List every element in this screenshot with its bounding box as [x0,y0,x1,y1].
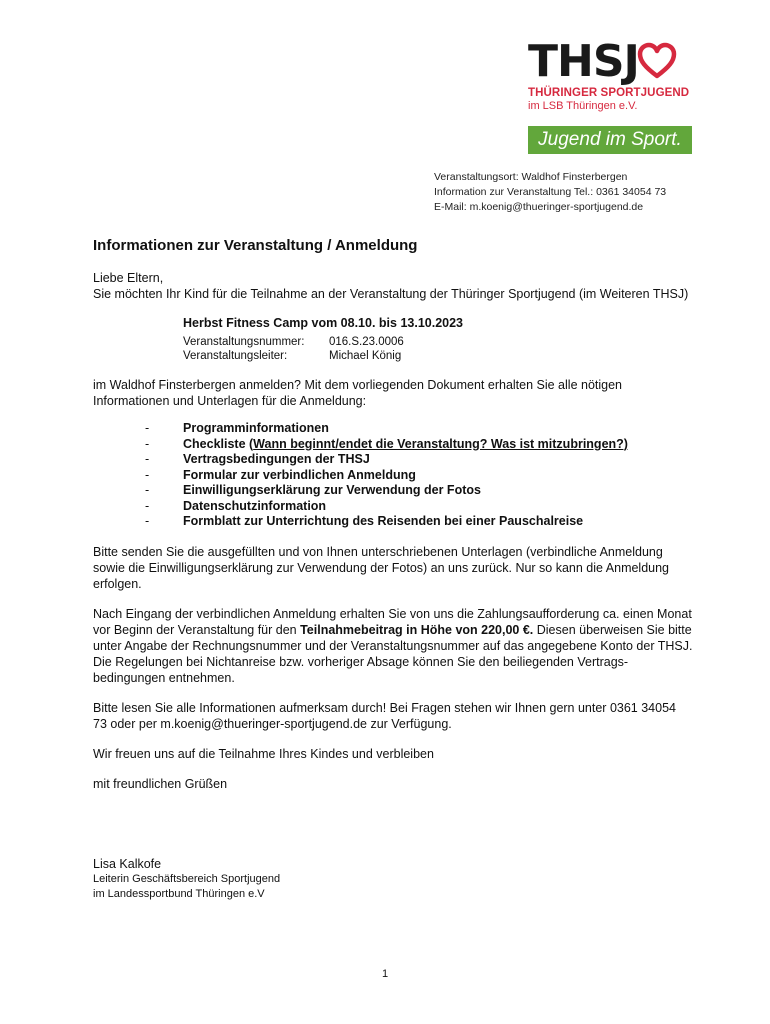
event-title: Herbst Fitness Camp vom 08.10. bis 13.10.2023 [183,316,463,330]
logo-subtitle: THÜRINGER SPORTJUGEND [528,87,690,99]
closing: mit freundlichen Grüßen [93,776,228,791]
paragraph-5: Wir freuen uns auf die Teilnahme Ihres Kindes und verbleiben [93,746,434,761]
list-item: - Vertragsbedingungen der THSJ [145,452,370,466]
paragraph-1: im Waldhof Finsterbergen anmelden? Mit dem vorliegenden Dokument erhalten Sie alle nötigen Informationen und Unterlagen für die Anmeldung: [93,378,622,408]
greeting: Liebe Eltern, [93,271,164,285]
document-list [145,421,693,530]
event-number-label: Veranstaltungsnummer: [183,336,305,348]
page-number: 1 [381,968,389,980]
event-number-row [183,335,693,349]
list-item: - Programminformationen [145,421,329,435]
signature-org: im Landessportbund Thüringen e.V [93,888,265,900]
signature-block [93,857,280,902]
list-item: - Checkliste (Wann beginnt/endet die Veranstaltung? Was ist mitzubringen?) [145,436,628,451]
paragraph-2: Bitte senden Sie die ausgefüllten und von Ihnen unterschriebenen Unterlagen (verbindliche Anmeldung sowie die Einwilligungserklärung zur Verwendung der Fotos) an uns zurück. Nur so kann die Anmeldung erfolgen. [93,544,670,591]
signature-role: Leiterin Geschäftsbereich Sportjugend [93,873,281,885]
list-item: - Datenschutzinformation [145,498,327,513]
contact-block [434,170,666,215]
letter-body [93,237,693,792]
list-item: - Formular zur verbindlichen Anmeldung [145,467,416,482]
event-leader-row [183,349,693,363]
event-info [183,316,693,363]
heart-icon [637,42,677,82]
paragraph-3: Nach Eingang der verbindlichen Anmeldung erhalten Sie von uns die Zahlungsaufforderung ca. einen Monat vor Beginn der Veranstaltung für den Teilnahmebeitrag in Höhe von 220,00 €. Diesen überweisen Sie bitte unter Angabe der Rechnungsnummer und der Veranstaltungsnummer auf das angegebene Konto der THSJ. Die Regelungen bei Nichtanreise bzw. vorheriger Absage können Sie den beiliegenden Vertrags-bedingungen entnehmen. [93,606,693,685]
event-number-value: 016.S.23.0006 [329,336,404,348]
contact-venue: Veranstaltungsort: Waldhof Finsterbergen [434,171,628,183]
contact-phone: Information zur Veranstaltung Tel.: 0361 34054 73 [434,186,667,198]
signature-name: Lisa Kalkofe [93,857,162,871]
jugend-im-sport-badge: Jugend im Sport. [528,126,692,154]
fee-amount: Teilnahmebeitrag in Höhe von 220,00 €. [300,622,534,637]
logo-wordmark: THSJ [528,36,639,87]
event-leader-value: Michael König [329,350,402,362]
thsj-logo [528,36,698,112]
contact-email: E-Mail: m.koenig@thueringer-sportjugend.de [434,201,644,213]
intro-text: Sie möchten Ihr Kind für die Teilnahme an der Veranstaltung der Thüringer Sportjugend (im Weiteren THSJ) [93,287,689,301]
event-leader-label: Veranstaltungsleiter: [183,350,288,362]
checklist-link[interactable]: Wann beginnt/endet die Veranstaltung? Was ist mitzubringen?) [253,436,628,451]
list-item: - Einwilligungserklärung zur Verwendung der Fotos [145,483,481,497]
list-item: - Formblatt zur Unterrichtung des Reisenden bei einer Pauschalreise [145,514,584,528]
paragraph-4: Bitte lesen Sie alle Informationen aufmerksam durch! Bei Fragen stehen wir Ihnen gern unter 0361 34054 73 oder per m.koenig@thueringer-sportjugend.de zur Verfügung. [93,700,676,731]
logo-subtitle-2: im LSB Thüringen e.V. [528,100,638,112]
page-title: Informationen zur Veranstaltung / Anmeldung [93,237,418,254]
